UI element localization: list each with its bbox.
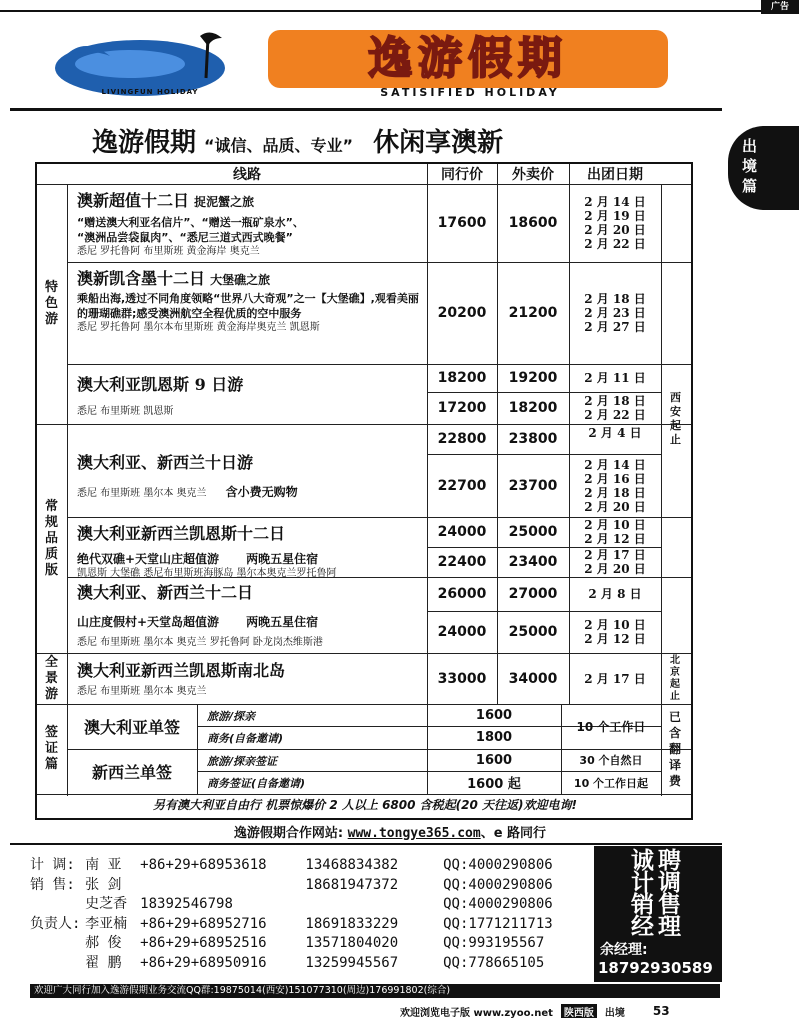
recruit-title: 诚聘 (631, 848, 685, 874)
category-featured: 特色游 (45, 280, 59, 327)
route-hotel: 两晚五星住宿 (246, 552, 319, 566)
visa-nz-title: 新西兰单签 (91, 763, 172, 782)
page-footer (400, 1004, 700, 1018)
origin-beijing: 北京起止 (670, 654, 680, 702)
peer-price: 17200 (437, 400, 487, 416)
section-tab-label: 出境篇 (742, 137, 758, 195)
peer-price: 26000 (437, 586, 487, 602)
partner-url[interactable]: www.tongye365.com (347, 826, 481, 841)
brand-subtitle: SATISIFIED HOLIDAY (380, 86, 560, 99)
visa-type: 旅游/探亲签证 (207, 755, 278, 768)
visa-processing-time: 30 个自然日 (579, 754, 643, 767)
contact-row: 郝 俊 +86+29+68952516 13571804020 QQ:993195567 (85, 935, 545, 951)
partner-sites (130, 822, 650, 841)
route-cities: 悉尼 布里斯班 墨尔本 奥克兰 罗托鲁阿 卧龙岗杰维斯港 (77, 637, 323, 648)
route-row (77, 188, 422, 258)
retail-price: 23400 (508, 554, 558, 570)
route-cities: 凯恩斯 大堡礁 悉尼布里斯班海豚岛 墨尔本奥克兰罗托鲁阿 (77, 568, 337, 579)
footer-edition: 陕西版 (561, 1004, 597, 1018)
route-cities: 悉尼 布里斯班 凯恩斯 (77, 406, 174, 417)
route-price-table (35, 162, 693, 820)
retail-price: 23700 (508, 477, 558, 494)
route-row (77, 580, 422, 649)
header-departure: 出团日期 (587, 167, 643, 183)
route-row (77, 372, 422, 418)
partner-label: 逸游假期合作网站: (233, 826, 344, 841)
departure-dates: 2 月 4 日 (588, 426, 642, 440)
departure-dates: 2 月 17 日 (584, 671, 646, 686)
contact-row: 翟 鹏 +86+29+68950916 13259945567 QQ:778665105 (85, 954, 545, 971)
qq-group-bar: 欢迎广大同行加入逸游假期业务交流QQ群:19875014(西安)151077310(周边)176991802(综合) (30, 984, 720, 998)
recruit-manager: 余经理: (600, 942, 648, 958)
retail-price: 18200 (508, 400, 558, 416)
visa-processing-time: 10 个工作日 (576, 720, 646, 734)
headline-tail: 休闲享澳新 (373, 128, 504, 158)
contact-row: 销 售: 张 剑 18681947372 QQ:4000290806 (30, 876, 553, 893)
departure-dates: 2 月 8 日 (588, 587, 642, 601)
category-visa: 签证篇 (45, 725, 59, 772)
route-title: 澳大利亚新西兰凯恩斯南北岛 (77, 661, 286, 680)
departure-dates: 2 月 14 日 2 月 16 日 2 月 18 日 2 月 20 日 (584, 457, 646, 514)
header-retail-price: 外卖价 (512, 167, 554, 183)
headline-brand: 逸游假期 (92, 128, 197, 158)
contact-row: 史芝香 18392546798 QQ:4000290806 (85, 896, 553, 912)
route-hotel: 两晚五星住宿 (246, 615, 319, 629)
visa-price: 1600 起 (467, 777, 521, 792)
recruit-phone: 18792930589 (598, 959, 713, 977)
departure-dates: 2 月 18 日 2 月 22 日 (584, 394, 646, 422)
departure-dates: 2 月 11 日 (584, 371, 646, 385)
footer-section: 出境 (604, 1007, 625, 1018)
route-row (77, 450, 422, 500)
route-row (77, 266, 422, 334)
recruit-role: 经理 (631, 914, 685, 940)
retail-price: 25000 (508, 524, 558, 540)
route-desc: “赠送澳大利亚名信片”、“赠送一瓶矿泉水”、 (77, 216, 304, 229)
category-panorama: 全景游 (45, 654, 59, 702)
contact-list (30, 856, 590, 973)
partner-tail: 、e 路同行 (480, 826, 547, 841)
peer-price: 22800 (437, 431, 487, 447)
peer-price: 22400 (437, 554, 487, 570)
route-desc: “澳洲品尝袋鼠肉”、“悉尼三道式西式晚餐” (77, 231, 293, 244)
retail-price: 18600 (508, 215, 558, 231)
ad-tag: 广告 (761, 0, 799, 14)
retail-price: 19200 (508, 370, 558, 386)
departure-dates: 2 月 14 日 2 月 19 日 2 月 20 日 2 月 22 日 (584, 195, 646, 251)
footer-site: 欢迎浏览电子版 www.zyoo.net (400, 1007, 553, 1018)
peer-price: 24000 (437, 524, 487, 540)
retail-price: 25000 (508, 624, 558, 640)
route-desc: 乘船出海,透过不同角度领略“世界八大奇观”之一【大堡礁】,观看美丽的珊瑚礁群;感受澳洲航空全程优质的空中服务 (77, 292, 419, 320)
visa-type: 商务签证(自备邀请) (207, 777, 306, 790)
route-row (77, 521, 422, 580)
route-title: 澳大利亚、新西兰十二日 (77, 583, 254, 602)
departure-dates: 2 月 18 日 2 月 23 日 2 月 27 日 (584, 292, 646, 334)
retail-price: 21200 (508, 305, 558, 321)
header-route: 线路 (233, 167, 261, 183)
section-tab (728, 126, 799, 210)
origin-xian: 西安起止 (670, 390, 681, 446)
brand-logo (268, 30, 668, 88)
contact-row: 负责人: 李亚楠 +86+29+68952716 18691833229 QQ:1771211713 (30, 915, 553, 932)
headline-slogan: “诚信、品质、专业” (204, 136, 354, 155)
peer-price: 18200 (437, 370, 487, 386)
visa-processing-time: 10 个工作日起 (573, 776, 649, 790)
visa-price: 1600 (475, 707, 513, 723)
visa-price: 1600 (475, 752, 513, 768)
visa-price: 1800 (475, 730, 513, 745)
route-title: 澳新凯含墨十二日 (77, 269, 206, 288)
left-logo-text: LIVINGFUN HOLIDAY (101, 88, 199, 96)
peer-price: 17600 (437, 215, 487, 231)
route-title: 澳大利亚凯恩斯 9 日游 (77, 375, 244, 394)
visa-type: 商务(自备邀请) (207, 732, 284, 745)
header-peer-price: 同行价 (441, 167, 483, 183)
peer-price: 33000 (437, 670, 487, 687)
peer-price: 20200 (437, 305, 487, 321)
header-rule (10, 108, 722, 111)
recruit-role: 销售 (631, 892, 685, 918)
top-rule (0, 0, 799, 12)
retail-price: 34000 (508, 670, 558, 687)
departure-dates: 2 月 10 日 2 月 12 日 (584, 618, 646, 646)
departure-dates: 2 月 10 日 2 月 12 日 (584, 518, 646, 546)
route-cities: 悉尼 罗托鲁阿 墨尔本布里斯班 黄金海岸奥克兰 凯恩斯 (77, 322, 320, 333)
visa-type: 旅游/探亲 (207, 710, 256, 723)
left-logo (50, 26, 245, 104)
route-theme: 大堡礁之旅 (210, 273, 271, 287)
retail-price: 23800 (508, 431, 558, 447)
departure-dates: 2 月 17 日 2 月 20 日 (584, 548, 646, 576)
peer-price: 22700 (437, 477, 487, 494)
brand-logo-text: 逸游假期 (368, 33, 568, 84)
category-regular: 常规品质版 (45, 498, 59, 578)
recruitment-box (594, 846, 722, 982)
recruit-role: 计调 (631, 870, 685, 896)
route-cities: 悉尼 罗托鲁阿 布里斯班 黄金海岸 奥克兰 (77, 246, 260, 257)
route-cities: 悉尼 布里斯班 墨尔本 奥克兰 (77, 488, 207, 499)
route-cities: 悉尼 布里斯班 墨尔本 奥克兰 (77, 686, 207, 697)
route-title: 澳大利亚、新西兰十日游 (77, 453, 254, 472)
route-title: 澳大利亚新西兰凯恩斯十二日 (77, 524, 286, 543)
peer-price: 24000 (437, 624, 487, 640)
route-row (77, 658, 422, 698)
promo-note: 另有澳大利亚自由行 机票惊爆价 2 人以上 6800 含税起(20 天往返)欢迎电询! (153, 798, 577, 812)
page-number: 53 (652, 1004, 670, 1018)
retail-price: 27000 (508, 586, 558, 602)
headline (92, 122, 712, 160)
visa-au-title: 澳大利亚单签 (83, 718, 180, 737)
route-theme: 捉泥蟹之旅 (194, 195, 255, 209)
route-theme: 山庄度假村+天堂岛超值游 (77, 615, 220, 629)
visa-translation-note: 已含翻译费 (669, 710, 682, 788)
section-rule (10, 843, 722, 845)
route-title: 澳新超值十二日 (77, 191, 190, 210)
route-theme: 绝代双礁+天堂山庄超值游 (77, 552, 220, 566)
route-extra: 含小费无购物 (225, 485, 298, 499)
contact-row: 计 调: 南 亚 +86+29+68953618 13468834382 QQ:4000290806 (30, 857, 553, 873)
